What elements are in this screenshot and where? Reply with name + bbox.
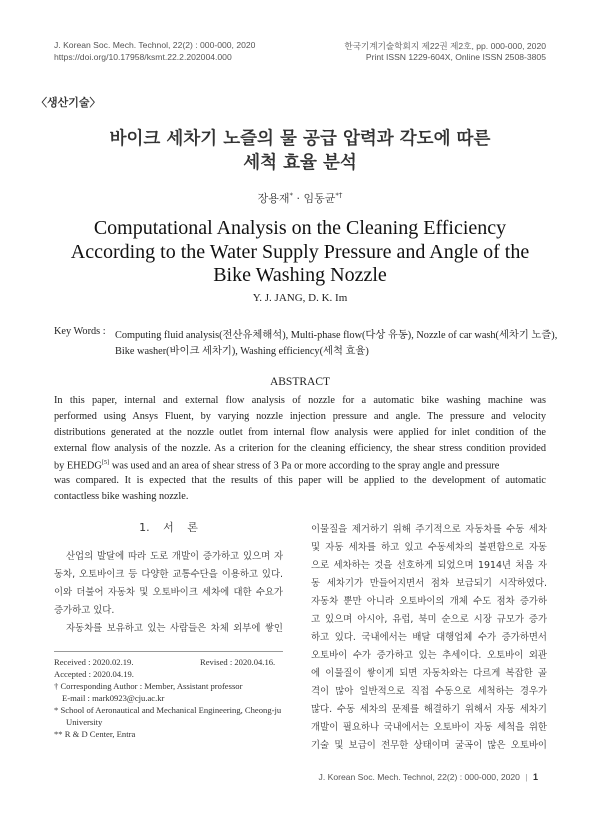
abstract-line: distributions generated at the nozzle outlet from internal flow analysis were applied for inlet condition of the: [54, 427, 546, 438]
body-line: 고 있으며 아시아, 유럽, 북미 순으로 시장 규모가 증가: [311, 614, 547, 625]
abstract-text: by EHEDG: [54, 460, 102, 472]
body-line: 동 세차기가 만들어지면서 점차 보급되기 시작하였다.: [311, 578, 547, 589]
body-line: 하고 있다. 국내에서는 배달 대행업체 수가 증가하면서: [311, 632, 547, 643]
abstract-line: was compared. It is expected that the results of this paper will be applied to the development of automatic: [54, 475, 546, 486]
title-en-line1: Computational Analysis on the Cleaning Efficiency: [93, 217, 507, 239]
title-en-line2: According to the Water Supply Pressure and Angle of the: [70, 241, 530, 263]
body-line: 자동차를 보유하고 있는 사람들은 차체 외부에 쌓인: [66, 623, 283, 634]
keywords-line2: Bike washer(바이크 세차기), Washing efficiency(세척 효율): [115, 346, 369, 357]
journal-citation-ko: 한국기계기술학회지 제22권 제2호, pp. 000-000, 2020: [344, 41, 546, 51]
title-ko-line1: 바이크 세차기 노즐의 물 공급 압력과 각도에 따른: [109, 129, 491, 149]
body-line: 동차, 오토바이크 등 다양한 교통수단을 이용하고 있다.: [54, 569, 283, 580]
body-line: 및 자동 세차를 하고 있고 수동세차의 불편함으로 자동: [311, 542, 547, 553]
body-line: 자동차 뿐만 아니라 오토바이의 개체 수도 점차 증가하: [311, 596, 547, 607]
abstract-line: In this paper, internal and external flow analysis of nozzle for a automatic bike washing machine was: [54, 395, 546, 406]
body-line: 기술 및 보급이 전무한 상태이며 굴곡이 많은 오토바이: [311, 740, 547, 751]
body-line: 이물질을 제거하기 위해 주기적으로 자동차를 수동 세차: [311, 524, 547, 535]
body-line: 증가하고 있다.: [54, 605, 115, 616]
section-tag: 〈생산기술〉: [36, 96, 101, 109]
keywords-label: Key Words :: [54, 326, 106, 337]
page-footer: [319, 772, 538, 782]
abstract-text: was used and an area of shear stress of 3 Pa or more according to the spray angle and pressure: [109, 460, 500, 472]
issn-info: Print ISSN 1229-604X, Online ISSN 2508-3805: [365, 52, 546, 62]
citation-ref: [5]: [101, 459, 110, 466]
body-line: 개발이 필요하나 국내에서는 오토바이 자동 세척을 위한: [311, 722, 547, 733]
authors-ko: [0, 190, 600, 206]
body-line: 에 이물질이 쌓이게 되면 자동차와는 다르게 복잡한 골: [311, 668, 547, 679]
body-line: 이와 더불어 자동차 및 오토바이크 세차에 대한 수요가: [54, 587, 283, 598]
author-ko-2-mark: *†: [335, 191, 343, 200]
section-heading: 1. 서 론: [139, 521, 198, 534]
revised-date: Revised : 2020.04.16.: [200, 657, 276, 667]
author-email[interactable]: E-mail : mark0923@cju.ac.kr: [62, 693, 165, 703]
abstract-line: [54, 459, 546, 471]
page-number: 1: [532, 772, 538, 782]
author-separator: ·: [293, 192, 304, 205]
title-ko-line2: 세척 효율 분석: [243, 153, 357, 173]
affiliation-rnd: ** R & D Center, Entra: [54, 729, 136, 739]
abstract-line: external flow analysis of the nozzle. As a criterion for the cleaning efficiency, the shear stress condition provided: [54, 443, 546, 454]
received-date: Received : 2020.02.19.: [54, 657, 134, 667]
affiliation-school-cont: University: [66, 717, 103, 727]
footer-citation: J. Korean Soc. Mech. Technol, 22(2) : 000-000, 2020: [318, 772, 520, 782]
affiliation-school: * School of Aeronautical and Mechanical Engineering, Cheong-ju: [54, 705, 282, 715]
title-en-line3: Bike Washing Nozzle: [213, 264, 387, 286]
abstract-heading: ABSTRACT: [269, 376, 331, 388]
accepted-date: Accepted : 2020.04.19.: [54, 669, 134, 679]
author-ko-1-mark: *: [289, 191, 293, 200]
body-line: 산업의 발달에 따라 도로 개발이 증가하고 있으며 자: [66, 551, 283, 562]
body-line: 으로 세차하는 것을 선호하게 되었으며 1914년 처음 자: [311, 560, 547, 571]
journal-citation: J. Korean Soc. Mech. Technol, 22(2) : 000-000, 2020: [54, 40, 256, 50]
corresponding-author: † Corresponding Author : Member, Assistant professor: [54, 681, 243, 691]
keywords-line1: Computing fluid analysis(전산유체해석), Multi-phase flow(다상 유동), Nozzle of car wash(세차기 노즐),: [115, 330, 558, 341]
footer-divider: |: [525, 772, 528, 782]
authors-en: Y. J. JANG, D. K. Im: [252, 292, 348, 304]
doi-link[interactable]: https://doi.org/10.17958/ksmt.22.2.202004.000: [54, 52, 232, 62]
abstract-line: contactless bike washing nozzle.: [54, 491, 189, 502]
body-line: 오토바이 수가 증가하고 있는 추세이다. 오토바이 외관: [311, 650, 547, 661]
footnote-divider: [54, 651, 283, 652]
abstract-line: performed using Ansys Fluent, by varying nozzle injection pressure and angle. The pressure and velocity: [54, 411, 546, 422]
body-line: 격이 많아 일반적으로 직접 수동으로 세척하는 경우가: [311, 686, 547, 697]
author-ko-2: 임동균: [303, 192, 336, 205]
author-ko-1: 장용재: [257, 192, 290, 205]
body-line: 많다. 수동 세차의 문제를 해결하기 위해서 자동 세차기: [311, 704, 547, 715]
